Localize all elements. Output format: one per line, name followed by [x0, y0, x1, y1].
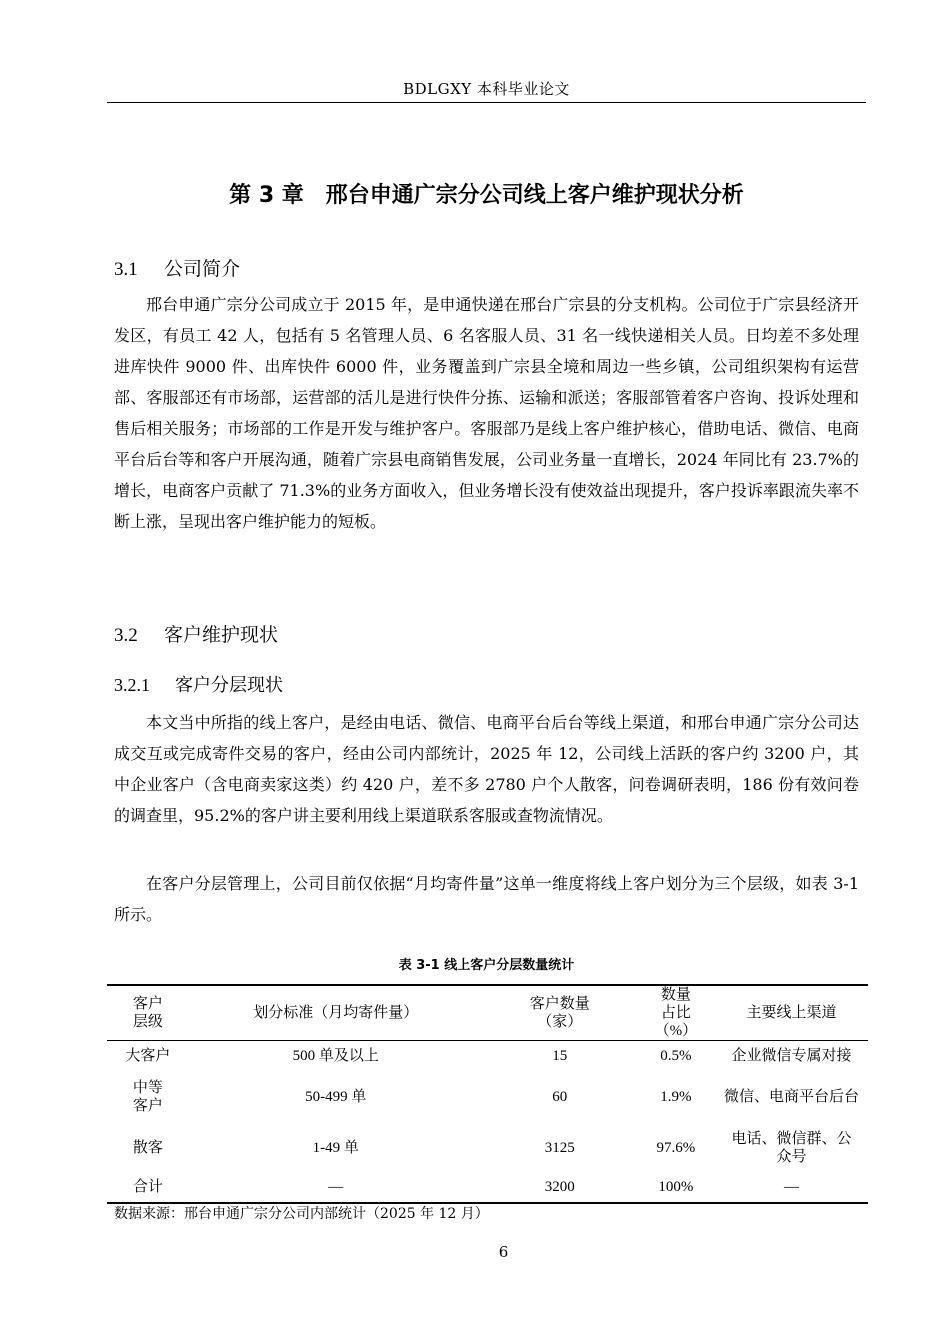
table-cell: 1.9%: [660, 1088, 692, 1105]
table-cell: 3200: [544, 1179, 575, 1195]
table-cell: 合计: [132, 1179, 163, 1195]
running-header: BDLGXY 本科毕业论文: [403, 80, 570, 98]
subsection-heading-3-2-1: [114, 671, 283, 697]
column-header: 主要线上渠道: [715, 985, 868, 1041]
table-cell: 大客户: [125, 1047, 171, 1064]
table-cell: 100%: [658, 1179, 694, 1195]
layering-paragraph: 在客户分层管理上，公司目前仅依据“月均寄件量”这单一维度将线上客户划分为三个层级，如表 3-1 所示。: [114, 874, 859, 924]
table-cell: 微信、电商平台后台: [724, 1088, 860, 1105]
section-heading-3-1: [114, 254, 240, 281]
table-cell: 15: [552, 1047, 568, 1064]
table-cell: —: [328, 1179, 344, 1195]
table-cell: 3125: [544, 1139, 575, 1156]
table-caption: 表 3-1 线上客户分层数量统计: [398, 958, 575, 973]
table-cell: 500 单及以上: [292, 1047, 379, 1064]
table-cell: 97.6%: [656, 1139, 696, 1156]
section-title: 客户维护现状: [164, 624, 279, 646]
table-cell: 企业微信专属对接: [731, 1047, 852, 1064]
table-header-row: [107, 985, 868, 1041]
column-header: 划分标准（月均寄件量）: [189, 985, 483, 1041]
subsection-number: 3.2.1: [114, 675, 150, 695]
subsection-title: 客户分层现状: [175, 675, 283, 696]
column-header: 数量占比（%）: [637, 985, 715, 1041]
table-row: [107, 1071, 868, 1123]
column-header: 客户数量（家）: [483, 985, 637, 1041]
page-number: 6: [498, 1243, 509, 1261]
table-row: [107, 1041, 868, 1071]
section-heading-3-2: [114, 620, 278, 647]
table-cell: 60: [552, 1088, 568, 1105]
table-cell: 中等客户: [132, 1079, 163, 1114]
table-cell: 0.5%: [660, 1047, 692, 1064]
company-intro-paragraph: 邢台申通广宗分公司成立于 2015 年，是申通快递在邢台广宗县的分支机构。公司位于广宗县经济开发区，有员工 42 人，包括有 5 名管理人员、6 名客服人员、31 名一线快递相关人员。日均差不多处理进库快件 9000 件、出库快件 6000 件，业务覆盖到广宗县全境和周边一些乡镇，公司组织架构有运营部、客服部还有市场部，运营部的活儿是进行快件分拣、运输和派送；客服部管着客户咨询、投诉处理和售后相关服务；市场部的工作是开发与维护客户。客服部乃是线上客户维护核心，借助电话、微信、电商平台后台等和客户开展沟通，随着广宗县电商销售发展，公司业务量一直增长，2024 年同比有 23.7%的增长，电商客户贡献了 71.3%的业务方面收入，但业务增长没有使效益出现提升，客户投诉率跟流失率不断上涨，呈现出客户维护能力的短板。: [114, 295, 859, 531]
table-cell: 50-499 单: [305, 1088, 367, 1105]
table-cell: 1-49 单: [312, 1139, 359, 1156]
column-header: 客户层级: [107, 985, 189, 1041]
table-cell: 散客: [132, 1139, 163, 1156]
online-customer-paragraph: 本文当中所指的线上客户，是经由电话、微信、电商平台后台等线上渠道，和邢台申通广宗分公司达成交互或完成寄件交易的客户，经由公司内部统计，2025 年 12，公司线上活跃的客户约 3200 户，其中企业客户（含电商卖家这类）约 420 户，差不多 2780 户个人散客，问卷调研表明，186 份有效问卷的调查里，95.2%的客户讲主要利用线上渠道联系客服或查物流情况。: [114, 713, 859, 825]
table-cell: —: [784, 1179, 800, 1195]
table-source-note: 数据来源：邢台申通广宗分公司内部统计（2025 年 12 月）: [114, 1206, 489, 1222]
section-number: 3.1: [114, 259, 138, 280]
header-rule: [107, 102, 866, 103]
section-title: 公司简介: [164, 258, 241, 280]
chapter-title: 第 3 章 邢台申通广宗分公司线上客户维护现状分析: [229, 183, 744, 208]
customer-tier-table: [107, 984, 868, 1204]
table-row-total: [107, 1173, 868, 1203]
table-row: [107, 1123, 868, 1173]
table-cell: 电话、微信群、公众号: [731, 1130, 852, 1165]
section-number: 3.2: [114, 625, 138, 646]
